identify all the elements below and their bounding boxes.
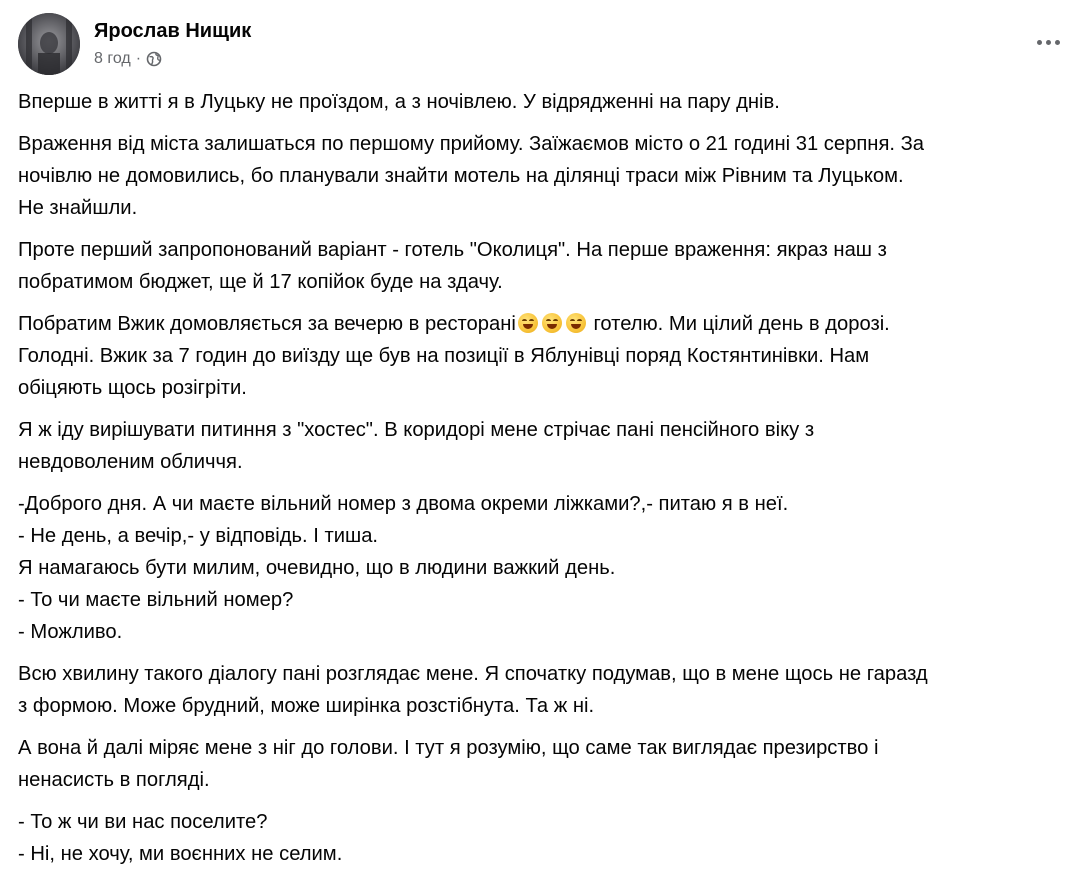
paragraph <box>18 308 1074 404</box>
paragraph <box>18 414 1074 478</box>
post-text <box>18 86 1074 880</box>
text-line-with-emoji <box>18 308 1074 340</box>
text-line: Вперше в житті я в Луцьку не проїздом, а з ночівлею. У відрядженні на пару днів. <box>18 91 780 113</box>
text-line: Не знайшли. <box>18 197 138 219</box>
more-options-icon[interactable] <box>1030 30 1066 54</box>
text-line: ночівлю не домовились, бо планували знайти мотель на ділянці траси між Рівним та Луцьком. <box>18 165 904 187</box>
post-header <box>18 13 251 75</box>
text-line: - Ні, не хочу, ми воєнних не селим. <box>18 843 343 865</box>
text-line: -Доброго дня. А чи маєте вільний номер з двома окреми ліжками?,- питаю я в неї. <box>18 493 789 515</box>
author-name[interactable]: Ярослав Нищик <box>94 20 252 42</box>
avatar-image <box>18 13 80 75</box>
text-line: А вона й далі міряє мене з ніг до голови. І тут я розумію, що саме так виглядає презирство і <box>18 737 879 759</box>
paragraph <box>18 86 1074 118</box>
grinning-squinting-face-emoji <box>518 313 538 333</box>
text-line: - То чи маєте вільний номер? <box>18 589 294 611</box>
avatar[interactable] <box>18 13 80 75</box>
post-subline <box>94 48 251 70</box>
text-line: Голодні. Вжик за 7 годин до виїзду ще був на позиції в Яблунівці поряд Костянтинівки. Нам <box>18 345 870 367</box>
text-line: Я ж іду вирішувати питиння з "хостес". В коридорі мене стрічає пані пенсійного віку з <box>18 419 815 441</box>
text-line: - Можливо. <box>18 621 123 643</box>
post-timestamp[interactable]: 8 год <box>94 50 131 67</box>
paragraph <box>18 658 1074 722</box>
text-line: Проте перший запропонований варіант - готель "Околиця". На перше враження: якраз наш з <box>18 239 887 261</box>
text-line: з формою. Може брудний, може ширінка розстібнута. Та ж ні. <box>18 695 595 717</box>
more-dot <box>1046 40 1051 45</box>
text-line: Всю хвилину такого діалогу пані розглядає мене. Я спочатку подумав, що в мене щось не гаразд <box>18 663 928 685</box>
more-dot <box>1055 40 1060 45</box>
paragraph <box>18 128 1074 224</box>
text-fragment: готелю. Ми цілий день в дорозі. <box>587 313 890 335</box>
paragraph <box>18 732 1074 796</box>
more-dot <box>1037 40 1042 45</box>
text-line: невдоволеним обличчя. <box>18 451 243 473</box>
grinning-squinting-face-emoji <box>566 313 586 333</box>
text-line: обіцяють щось розігріти. <box>18 377 247 399</box>
text-line: - Не день, а вечір,- у відповідь. І тиша. <box>18 525 379 547</box>
text-fragment: Побратим Вжик домовляється за вечерю в ресторані <box>18 313 516 335</box>
text-line: Я намагаюсь бути милим, очевидно, що в людини важкий день. <box>18 557 616 579</box>
text-line: ненасисть в погляді. <box>18 769 210 791</box>
text-line: побратимом бюджет, ще й 17 копійок буде на здачу. <box>18 271 503 293</box>
paragraph <box>18 234 1074 298</box>
text-line: Враження від міста залишаться по першому прийому. Заїжаємов місто о 21 годині 31 серпня. За <box>18 133 925 155</box>
separator-dot: · <box>135 50 142 67</box>
paragraph <box>18 806 1074 870</box>
globe-icon[interactable] <box>146 51 162 67</box>
paragraph <box>18 488 1074 648</box>
text-line: - То ж чи ви нас поселите? <box>18 811 268 833</box>
post-meta <box>94 18 251 70</box>
grinning-squinting-face-emoji <box>542 313 562 333</box>
